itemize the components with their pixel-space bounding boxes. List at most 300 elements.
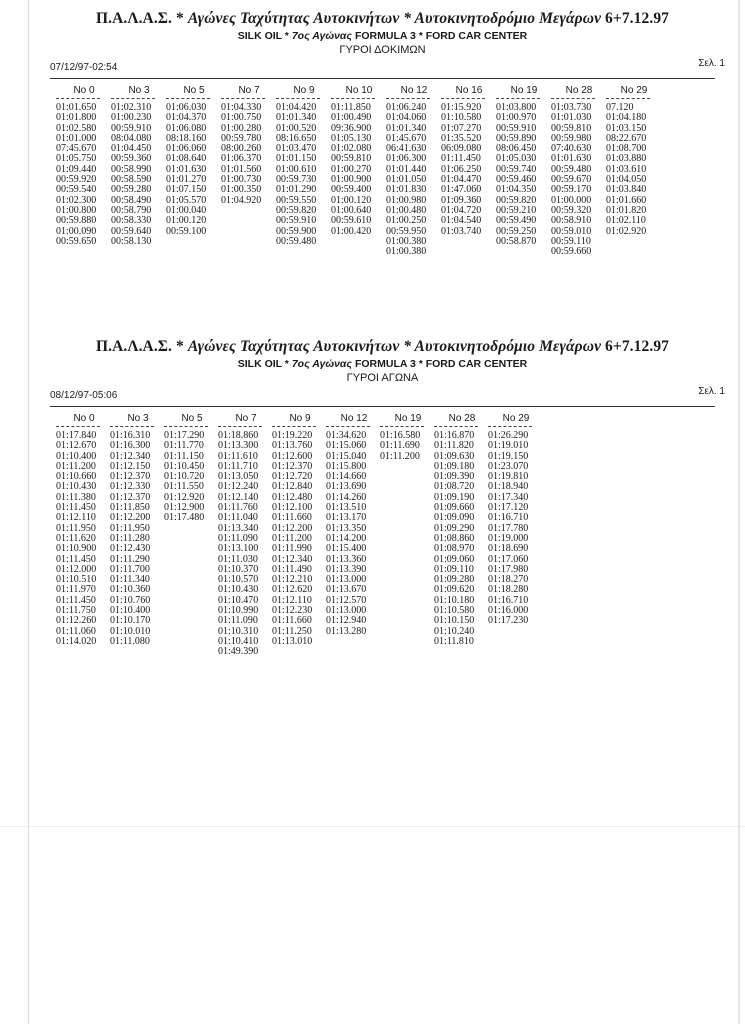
timestamp: 08/12/97-05:06 bbox=[50, 390, 118, 401]
lap-time: 01:11.200 bbox=[272, 532, 312, 544]
lap-time: 00:59.890 bbox=[496, 132, 537, 144]
lap-time: 01:10.430 bbox=[218, 584, 259, 596]
car-column bbox=[331, 85, 387, 237]
section-title: ΓΥΡΟΙ ΑΓΩΝΑ bbox=[346, 372, 419, 384]
lap-time: 01:01.340 bbox=[386, 122, 427, 134]
lap-time: 00:59.810 bbox=[331, 153, 372, 165]
lap-time: 01:26.290 bbox=[488, 430, 529, 441]
lap-time: 01:08.720 bbox=[434, 481, 475, 493]
lap-time: 01:11.380 bbox=[56, 491, 96, 503]
lap-time: 00:59.550 bbox=[276, 194, 317, 206]
lap-time: 00:58.330 bbox=[111, 215, 152, 227]
lap-time: 01:01.820 bbox=[606, 204, 647, 216]
lap-time: 01:00.120 bbox=[166, 215, 207, 227]
lap-time: 01:16.310 bbox=[110, 430, 151, 441]
page-fold bbox=[0, 826, 745, 827]
lap-time: 01:04.540 bbox=[441, 215, 482, 227]
lap-time: 01:09.390 bbox=[434, 471, 475, 483]
lap-time: 01:04.050 bbox=[606, 174, 647, 186]
lap-time: 01:09.060 bbox=[434, 553, 475, 565]
lap-time: 01:00.270 bbox=[331, 163, 372, 175]
lap-time: 00:59.110 bbox=[551, 235, 591, 247]
lap-time: 00:59.740 bbox=[496, 163, 537, 175]
subtitle-class: FORMULA 3 * FORD CAR CENTER bbox=[354, 358, 528, 370]
lap-time: 01:00.090 bbox=[56, 225, 97, 237]
lap-time: 01:04.920 bbox=[221, 194, 262, 206]
car-number-header: No 28 bbox=[565, 85, 593, 96]
practice-laps-sheet bbox=[50, 10, 725, 275]
car-column bbox=[164, 413, 220, 524]
lap-time: 01:12.110 bbox=[56, 512, 96, 524]
lap-time: 01:07.150 bbox=[166, 184, 207, 196]
document-title bbox=[50, 338, 715, 356]
lap-time: 01:12.150 bbox=[110, 460, 151, 472]
lap-time: 01:10.760 bbox=[110, 594, 151, 606]
lap-time: 01:12.940 bbox=[326, 615, 367, 627]
lap-time: 01:01.630 bbox=[551, 153, 592, 165]
subtitle-sponsor: SILK OIL * bbox=[237, 30, 289, 42]
lap-time: 01:13.300 bbox=[218, 440, 259, 452]
subtitle-sponsor: SILK OIL * bbox=[237, 358, 289, 370]
lap-time: 01:47.060 bbox=[441, 184, 482, 196]
lap-time: 01:00.120 bbox=[331, 194, 372, 206]
lap-time: 01:09.090 bbox=[434, 512, 475, 524]
lap-time: 01:03.840 bbox=[606, 184, 647, 196]
lap-time: 00:58.130 bbox=[111, 235, 152, 247]
car-number-header: No 9 bbox=[289, 413, 311, 424]
header-underline bbox=[606, 98, 650, 99]
lap-time: 01:00.900 bbox=[331, 174, 372, 186]
lap-time: 01:04.370 bbox=[166, 112, 207, 124]
lap-time: 01:01.650 bbox=[56, 102, 97, 113]
lap-time: 01:34.620 bbox=[326, 430, 367, 441]
lap-times-table bbox=[50, 85, 715, 275]
car-column bbox=[221, 85, 277, 206]
title-prefix: Π.Α.Λ.Α.Σ. * bbox=[95, 10, 184, 27]
title-event: Αγώνες Ταχύτητας Αυτοκινήτων * Αυτοκινητοδρόμιο Μεγάρων bbox=[187, 10, 602, 27]
car-column bbox=[276, 85, 332, 247]
car-number-header: No 3 bbox=[127, 413, 149, 424]
lap-time: 01:11.810 bbox=[434, 635, 474, 647]
lap-time: 01:11.450 bbox=[56, 553, 96, 565]
lap-time: 01:00.420 bbox=[331, 225, 372, 237]
lap-time: 01:11.080 bbox=[110, 635, 150, 647]
lap-time: 01:09.180 bbox=[434, 460, 475, 472]
lap-time: 01:15.800 bbox=[326, 460, 367, 472]
lap-time: 01:04.720 bbox=[441, 204, 482, 216]
header-underline bbox=[276, 98, 320, 99]
lap-time: 01:01.440 bbox=[386, 163, 427, 175]
lap-time: 00:59.400 bbox=[331, 184, 372, 196]
lap-time: 09:36.900 bbox=[331, 122, 372, 134]
lap-time: 01:13.000 bbox=[326, 605, 367, 617]
header-underline bbox=[56, 98, 100, 99]
lap-time: 01:10.510 bbox=[56, 574, 97, 586]
lap-time: 01:12.480 bbox=[272, 491, 313, 503]
lap-time: 00:59.170 bbox=[551, 184, 592, 196]
lap-time: 01:12.340 bbox=[110, 450, 151, 462]
lap-time: 01:09.440 bbox=[56, 163, 97, 175]
header-underline bbox=[380, 426, 424, 427]
lap-time: 00:59.250 bbox=[496, 225, 537, 237]
lap-time: 00:59.660 bbox=[551, 246, 592, 258]
lap-time: 01:03.150 bbox=[606, 122, 647, 134]
lap-time: 01:13.360 bbox=[326, 553, 367, 565]
title-dates: 6+7.12.97 bbox=[605, 10, 670, 27]
car-column bbox=[56, 85, 112, 247]
lap-time: 01:13.390 bbox=[326, 563, 367, 575]
header-rule bbox=[50, 78, 715, 79]
lap-time: 01:10.570 bbox=[218, 574, 259, 586]
lap-time: 08:22.670 bbox=[606, 132, 647, 144]
lap-time: 01:02.920 bbox=[606, 225, 647, 237]
lap-time: 01:10.360 bbox=[110, 584, 151, 596]
lap-time: 01:11.280 bbox=[110, 532, 150, 544]
lap-time: 01:11.450 bbox=[56, 502, 96, 514]
lap-time: 01:17.480 bbox=[164, 512, 205, 524]
header-underline bbox=[441, 98, 485, 99]
lap-time: 01:10.400 bbox=[110, 605, 151, 617]
lap-time: 01:00.350 bbox=[221, 184, 262, 196]
lap-time: 01:01.050 bbox=[386, 174, 427, 186]
lap-time: 01:11.550 bbox=[164, 481, 204, 493]
lap-time: 01:02.110 bbox=[606, 215, 646, 227]
lap-time: 01:11.060 bbox=[56, 625, 96, 637]
page-edge-right bbox=[738, 0, 740, 1024]
lap-time: 01:03.610 bbox=[606, 163, 647, 175]
lap-time: 01:10.900 bbox=[56, 543, 97, 555]
lap-time: 01:10.720 bbox=[164, 471, 205, 483]
header-underline bbox=[386, 98, 430, 99]
header-underline bbox=[434, 426, 478, 427]
lap-time: 01:35.520 bbox=[441, 132, 482, 144]
lap-time: 01:00.730 bbox=[221, 174, 262, 186]
meta-row bbox=[50, 58, 725, 76]
lap-time: 01:00.640 bbox=[331, 204, 372, 216]
lap-time: 00:59.610 bbox=[331, 215, 372, 227]
lap-time: 01:12.200 bbox=[110, 512, 151, 524]
lap-time: 00:58.870 bbox=[496, 235, 537, 247]
lap-time: 01:49.390 bbox=[218, 646, 259, 658]
lap-time: 01:10.990 bbox=[218, 605, 259, 617]
lap-time: 01:12.670 bbox=[56, 440, 97, 452]
lap-time: 01:17.120 bbox=[488, 502, 529, 514]
document-subtitle bbox=[50, 358, 715, 370]
lap-time: 00:59.980 bbox=[551, 132, 592, 144]
lap-time: 01:13.010 bbox=[272, 635, 313, 647]
lap-time: 01:06.240 bbox=[386, 102, 427, 113]
lap-time: 00:59.950 bbox=[386, 225, 427, 237]
lap-time: 01:13.690 bbox=[326, 481, 367, 493]
lap-time: 00:59.910 bbox=[496, 122, 537, 134]
car-column bbox=[111, 85, 167, 247]
lap-time: 01:16.710 bbox=[488, 512, 529, 524]
lap-time: 01:00.490 bbox=[331, 112, 372, 124]
car-number-header: No 7 bbox=[238, 85, 260, 96]
lap-time: 01:00.230 bbox=[111, 112, 152, 124]
header-underline bbox=[164, 426, 208, 427]
lap-time: 01:11.200 bbox=[56, 460, 96, 472]
lap-time: 01:03.880 bbox=[606, 153, 647, 165]
car-column bbox=[386, 85, 442, 257]
lap-time: 01:13.510 bbox=[326, 502, 367, 514]
lap-time: 01:12.720 bbox=[272, 471, 313, 483]
lap-time: 01:02.300 bbox=[56, 194, 97, 206]
lap-time: 01:00.610 bbox=[276, 163, 317, 175]
lap-time: 01:11.690 bbox=[380, 440, 420, 452]
lap-time: 06:09.080 bbox=[441, 143, 482, 155]
lap-time: 00:59.730 bbox=[276, 174, 317, 186]
lap-time: 01:11.660 bbox=[272, 512, 312, 524]
lap-time: 01:15.040 bbox=[326, 450, 367, 462]
lap-time: 01:12.230 bbox=[272, 605, 313, 617]
lap-time: 01:17.060 bbox=[488, 553, 529, 565]
lap-time: 01:11.290 bbox=[110, 553, 150, 565]
lap-time: 01:00.280 bbox=[221, 122, 262, 134]
lap-time: 01:17.780 bbox=[488, 522, 529, 534]
lap-time: 01:16.300 bbox=[110, 440, 151, 452]
meta-row bbox=[50, 386, 725, 404]
lap-time: 01:04.330 bbox=[221, 102, 262, 113]
lap-time: 00:59.640 bbox=[111, 225, 152, 237]
lap-time: 01:12.100 bbox=[272, 502, 313, 514]
lap-time: 01:11.610 bbox=[218, 450, 258, 462]
lap-time: 00:59.820 bbox=[276, 204, 317, 216]
lap-time: 01:03.800 bbox=[496, 102, 537, 113]
lap-time: 08:18.160 bbox=[166, 132, 207, 144]
lap-time: 01:10.370 bbox=[218, 563, 259, 575]
lap-time: 01:13.000 bbox=[326, 574, 367, 586]
lap-time: 08:06.450 bbox=[496, 143, 537, 155]
lap-time: 01:05.130 bbox=[331, 132, 372, 144]
lap-time: 01:00.480 bbox=[386, 204, 427, 216]
lap-time: 01:11.850 bbox=[331, 102, 371, 113]
lap-time: 01:10.310 bbox=[218, 625, 259, 637]
lap-time: 01:12.260 bbox=[56, 615, 97, 627]
lap-time: 01:02.080 bbox=[331, 143, 372, 155]
lap-time: 01:19.810 bbox=[488, 471, 529, 483]
lap-time: 00:59.650 bbox=[56, 235, 97, 247]
lap-time: 01:00.800 bbox=[56, 204, 97, 216]
lap-times-table bbox=[50, 413, 715, 658]
header-underline bbox=[218, 426, 262, 427]
car-number-header: No 9 bbox=[293, 85, 315, 96]
lap-time: 01:15.920 bbox=[441, 102, 482, 113]
lap-time: 01:19.150 bbox=[488, 450, 529, 462]
header-underline bbox=[551, 98, 595, 99]
lap-time: 01:00.000 bbox=[551, 194, 592, 206]
lap-time: 01:10.470 bbox=[218, 594, 259, 606]
lap-time: 01:09.280 bbox=[434, 574, 475, 586]
lap-time: 01:07.270 bbox=[441, 122, 482, 134]
lap-time: 00:59.880 bbox=[56, 215, 97, 227]
lap-time: 00:59.920 bbox=[56, 174, 97, 186]
car-column bbox=[166, 85, 222, 237]
car-number-header: No 5 bbox=[183, 85, 205, 96]
car-number-header: No 12 bbox=[340, 413, 368, 424]
lap-time: 01:11.450 bbox=[56, 594, 96, 606]
car-column bbox=[606, 85, 662, 237]
lap-time: 01:19.000 bbox=[488, 532, 529, 544]
lap-time: 00:59.010 bbox=[551, 225, 592, 237]
lap-time: 01:11.660 bbox=[272, 615, 312, 627]
lap-time: 08:16.650 bbox=[276, 132, 317, 144]
lap-time: 01:01.340 bbox=[276, 112, 317, 124]
lap-time: 00:59.900 bbox=[276, 225, 317, 237]
lap-time: 00:59.360 bbox=[111, 153, 152, 165]
lap-time: 08:04.080 bbox=[111, 132, 152, 144]
lap-time: 01:18.860 bbox=[218, 430, 259, 441]
document-title bbox=[50, 10, 715, 28]
lap-time: 01:01.560 bbox=[221, 163, 262, 175]
lap-time: 01:09.360 bbox=[441, 194, 482, 206]
lap-time: 01:10.150 bbox=[434, 615, 475, 627]
lap-time: 00:59.810 bbox=[551, 122, 592, 134]
lap-time: 01:06.300 bbox=[386, 153, 427, 165]
lap-time: 00:59.910 bbox=[111, 122, 152, 134]
lap-time: 01:08.860 bbox=[434, 532, 475, 544]
lap-time: 01:00.380 bbox=[386, 235, 427, 247]
lap-time: 01:13.280 bbox=[326, 625, 367, 637]
lap-time: 01:23.070 bbox=[488, 460, 529, 472]
lap-time: 01:12.370 bbox=[272, 460, 313, 472]
lap-time: 01:12.840 bbox=[272, 481, 313, 493]
lap-time: 01:10.580 bbox=[434, 605, 475, 617]
lap-time: 01:11.340 bbox=[110, 574, 150, 586]
lap-time: 01:11.620 bbox=[56, 532, 96, 544]
lap-time: 01:02.310 bbox=[111, 102, 152, 113]
lap-time: 01:09.110 bbox=[434, 563, 474, 575]
lap-time: 01:00.520 bbox=[276, 122, 317, 134]
car-number-header: No 29 bbox=[620, 85, 648, 96]
lap-time: 01:14.200 bbox=[326, 532, 367, 544]
lap-time: 01:04.470 bbox=[441, 174, 482, 186]
lap-time: 01:15.060 bbox=[326, 440, 367, 452]
lap-time: 01:12.110 bbox=[272, 594, 312, 606]
lap-time: 01:12.600 bbox=[272, 450, 313, 462]
lap-time: 01:01.290 bbox=[276, 184, 317, 196]
lap-time: 01:19.010 bbox=[488, 440, 529, 452]
header-underline bbox=[166, 98, 210, 99]
header-underline bbox=[488, 426, 532, 427]
lap-time: 00:59.460 bbox=[496, 174, 537, 186]
lap-time: 00:59.910 bbox=[276, 215, 317, 227]
car-column bbox=[56, 413, 112, 647]
car-column bbox=[272, 413, 328, 647]
lap-time: 01:06.030 bbox=[166, 102, 207, 113]
lap-time: 01:00.250 bbox=[386, 215, 427, 227]
car-number-header: No 29 bbox=[502, 413, 530, 424]
lap-time: 01:00.970 bbox=[496, 112, 537, 124]
lap-time: 01:14.260 bbox=[326, 491, 367, 503]
lap-time: 01:19.220 bbox=[272, 430, 313, 441]
lap-time: 01:18.270 bbox=[488, 574, 529, 586]
car-column bbox=[441, 85, 497, 237]
lap-time: 01:13.670 bbox=[326, 584, 367, 596]
lap-time: 08:00.260 bbox=[221, 143, 262, 155]
lap-time: 01:11.950 bbox=[56, 522, 96, 534]
lap-time: 01:11.030 bbox=[218, 553, 258, 565]
car-column bbox=[551, 85, 607, 257]
car-column bbox=[496, 85, 552, 247]
lap-time: 01:05.570 bbox=[166, 194, 207, 206]
title-dates: 6+7.12.97 bbox=[605, 338, 670, 355]
lap-time: 01:11.090 bbox=[218, 532, 258, 544]
lap-time: 01:01.150 bbox=[276, 153, 317, 165]
lap-time: 00:59.670 bbox=[551, 174, 592, 186]
subtitle-class: FORMULA 3 * FORD CAR CENTER bbox=[354, 30, 528, 42]
timestamp: 07/12/97-02:54 bbox=[50, 62, 118, 73]
lap-time: 01:17.840 bbox=[56, 430, 97, 441]
lap-time: 01:09.190 bbox=[434, 491, 475, 503]
lap-time: 01:10.170 bbox=[110, 615, 151, 627]
lap-time: 01:12.570 bbox=[326, 594, 367, 606]
lap-time: 01:09.620 bbox=[434, 584, 475, 596]
car-number-header: No 7 bbox=[235, 413, 257, 424]
car-number-header: No 28 bbox=[448, 413, 476, 424]
lap-time: 01:01.000 bbox=[56, 132, 97, 144]
header-underline bbox=[272, 426, 316, 427]
lap-time: 07.120 bbox=[606, 102, 634, 113]
lap-time: 01:14.660 bbox=[326, 471, 367, 483]
lap-time: 01:12.620 bbox=[272, 584, 313, 596]
lap-time: 01:12.140 bbox=[218, 491, 259, 503]
lap-time: 01:12.210 bbox=[272, 574, 313, 586]
car-number-header: No 16 bbox=[455, 85, 483, 96]
header-underline bbox=[110, 426, 154, 427]
lap-time: 01:12.000 bbox=[56, 563, 97, 575]
page-edge-left bbox=[28, 0, 29, 1024]
lap-time: 01:01.270 bbox=[166, 174, 207, 186]
car-number-header: No 12 bbox=[400, 85, 428, 96]
car-column bbox=[488, 413, 544, 627]
lap-time: 01:10.400 bbox=[56, 450, 97, 462]
lap-time: 00:59.820 bbox=[496, 194, 537, 206]
lap-time: 01:10.010 bbox=[110, 625, 151, 637]
lap-time: 01:00.750 bbox=[221, 112, 262, 124]
lap-time: 01:12.240 bbox=[218, 481, 259, 493]
lap-time: 00:58.910 bbox=[551, 215, 592, 227]
lap-time: 01:10.180 bbox=[434, 594, 475, 606]
car-column bbox=[218, 413, 274, 658]
lap-time: 01:03.730 bbox=[551, 102, 592, 113]
lap-time: 01:11.040 bbox=[218, 512, 258, 524]
lap-time: 00:59.540 bbox=[56, 184, 97, 196]
title-event: Αγώνες Ταχύτητας Αυτοκινήτων * Αυτοκινητοδρόμιο Μεγάρων bbox=[187, 338, 602, 355]
lap-time: 01:17.230 bbox=[488, 615, 529, 627]
lap-time: 01:15.400 bbox=[326, 543, 367, 555]
lap-time: 01:11.820 bbox=[434, 440, 474, 452]
lap-time: 00:59.100 bbox=[166, 225, 207, 237]
lap-time: 01:11.200 bbox=[380, 450, 420, 462]
lap-time: 01:13.760 bbox=[272, 440, 313, 452]
lap-time: 01:16.000 bbox=[488, 605, 529, 617]
lap-time: 01:04.420 bbox=[276, 102, 317, 113]
lap-time: 01:12.920 bbox=[164, 491, 205, 503]
lap-time: 01:13.170 bbox=[326, 512, 367, 524]
header-underline bbox=[111, 98, 155, 99]
car-number-header: No 5 bbox=[181, 413, 203, 424]
lap-time: 01:13.100 bbox=[218, 543, 259, 555]
lap-time: 00:59.280 bbox=[111, 184, 152, 196]
lap-time: 01:03.470 bbox=[276, 143, 317, 155]
header-underline bbox=[56, 426, 100, 427]
lap-time: 00:59.480 bbox=[551, 163, 592, 175]
lap-time: 01:01.830 bbox=[386, 184, 427, 196]
car-number-header: No 19 bbox=[394, 413, 422, 424]
page-number: Σελ. 1 bbox=[698, 386, 725, 397]
lap-time: 01:18.280 bbox=[488, 584, 529, 596]
